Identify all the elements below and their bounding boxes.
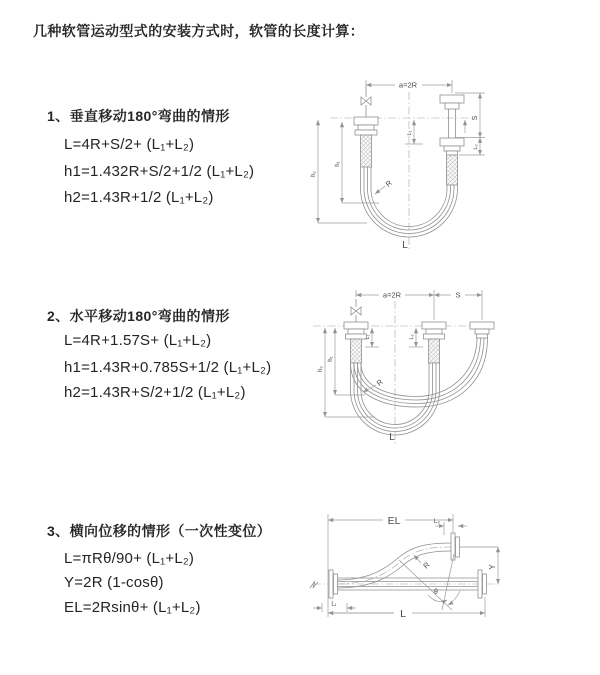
d3-break-mark xyxy=(310,581,318,588)
d3-right-flange xyxy=(478,570,487,598)
d2-hose-displaced-u xyxy=(351,338,488,407)
section-2-heading: 2、水平移动180°弯曲的情形 xyxy=(47,308,230,324)
d3-angle-construction xyxy=(399,554,460,610)
d2-right-fitting-displaced xyxy=(470,322,494,338)
d3-centerlines xyxy=(313,547,500,584)
d1-label-h1: h₁ xyxy=(335,161,341,167)
d3-labels xyxy=(331,515,497,620)
d2-label-l1: L₁ xyxy=(365,334,371,340)
section-2-formula-L: L=4R+1.57S+ (L₁+L₂) xyxy=(64,332,212,349)
section-3-formula-L: L=πRθ/90+ (L₁+L₂) xyxy=(64,550,195,567)
d3-label-y: Y xyxy=(488,564,497,570)
d2-middle-fitting xyxy=(422,322,446,363)
d2-left-fitting xyxy=(344,299,368,363)
section-1-formula-h2: h2=1.43R+1/2 (L₁+L₂) xyxy=(64,189,214,206)
valve-icon xyxy=(361,97,371,105)
braided-hose-section xyxy=(351,339,362,363)
d1-label-a2r: a=2R xyxy=(398,80,418,90)
braided-hose-section xyxy=(447,155,458,185)
diagram-lateral-displacement xyxy=(295,497,600,657)
d3-label-l1: L₁ xyxy=(331,601,337,608)
d3-label-el: EL xyxy=(387,515,401,527)
d2-label-a2r: a=2R xyxy=(382,290,402,300)
d2-label-h2: h₂ xyxy=(318,366,324,372)
section-3-formula-Y: Y=2R (1-cosθ) xyxy=(64,574,164,591)
d1-hose-u-bend xyxy=(361,167,458,237)
section-2-formula-h1: h1=1.43R+0.785S+1/2 (L₁+L₂) xyxy=(64,359,272,376)
d3-label-theta: θ xyxy=(434,589,438,596)
d3-label-r: R xyxy=(421,560,432,571)
section-1-heading: 1、垂直移动180°弯曲的情形 xyxy=(47,108,230,124)
section-1-formula-h1: h1=1.432R+S/2+1/2 (L₁+L₂) xyxy=(64,163,255,180)
valve-icon xyxy=(351,307,361,315)
diagram-vertical-180-bend xyxy=(305,72,575,257)
d1-label-l: L xyxy=(402,240,408,251)
d2-label-l: L xyxy=(389,432,395,443)
d1-label-s: S xyxy=(472,115,479,121)
d3-label-l: L xyxy=(400,608,406,620)
d2-label-l2: L₂ xyxy=(409,334,415,340)
d1-label-l2: L₂ xyxy=(473,144,479,150)
d3-label-l2: L₂ xyxy=(433,518,441,525)
d3-upper-flange-displaced xyxy=(451,533,498,560)
diagram-horizontal-180-bend xyxy=(305,283,600,453)
section-3-heading: 3、横向位移的情形（一次性变位） xyxy=(47,523,272,539)
d1-label-l1: L₁ xyxy=(407,130,413,136)
braided-hose-section xyxy=(429,339,440,363)
d2-label-r: R xyxy=(374,377,385,388)
page-title: 几种软管运动型式的安装方式时，软管的长度计算： xyxy=(33,23,365,39)
d2-label-s: S xyxy=(455,290,461,300)
d3-left-flange xyxy=(329,570,338,598)
d2-label-h1: h₁ xyxy=(328,356,334,362)
section-2-formula-h2: h2=1.43R+S/2+1/2 (L₁+L₂) xyxy=(64,384,246,401)
d1-left-fitting xyxy=(354,86,378,167)
braided-hose-section xyxy=(361,135,372,167)
section-3-formula-EL: EL=2Rsinθ+ (L₁+L₂) xyxy=(64,599,201,616)
d3-dimensions xyxy=(313,514,498,617)
d1-label-h2: h₂ xyxy=(311,171,317,177)
d1-label-r: R xyxy=(383,178,394,189)
section-1-formula-L: L=4R+S/2+ (L₁+L₂) xyxy=(64,136,195,153)
d2-dimensions xyxy=(325,290,482,417)
d1-right-fitting xyxy=(440,95,464,185)
